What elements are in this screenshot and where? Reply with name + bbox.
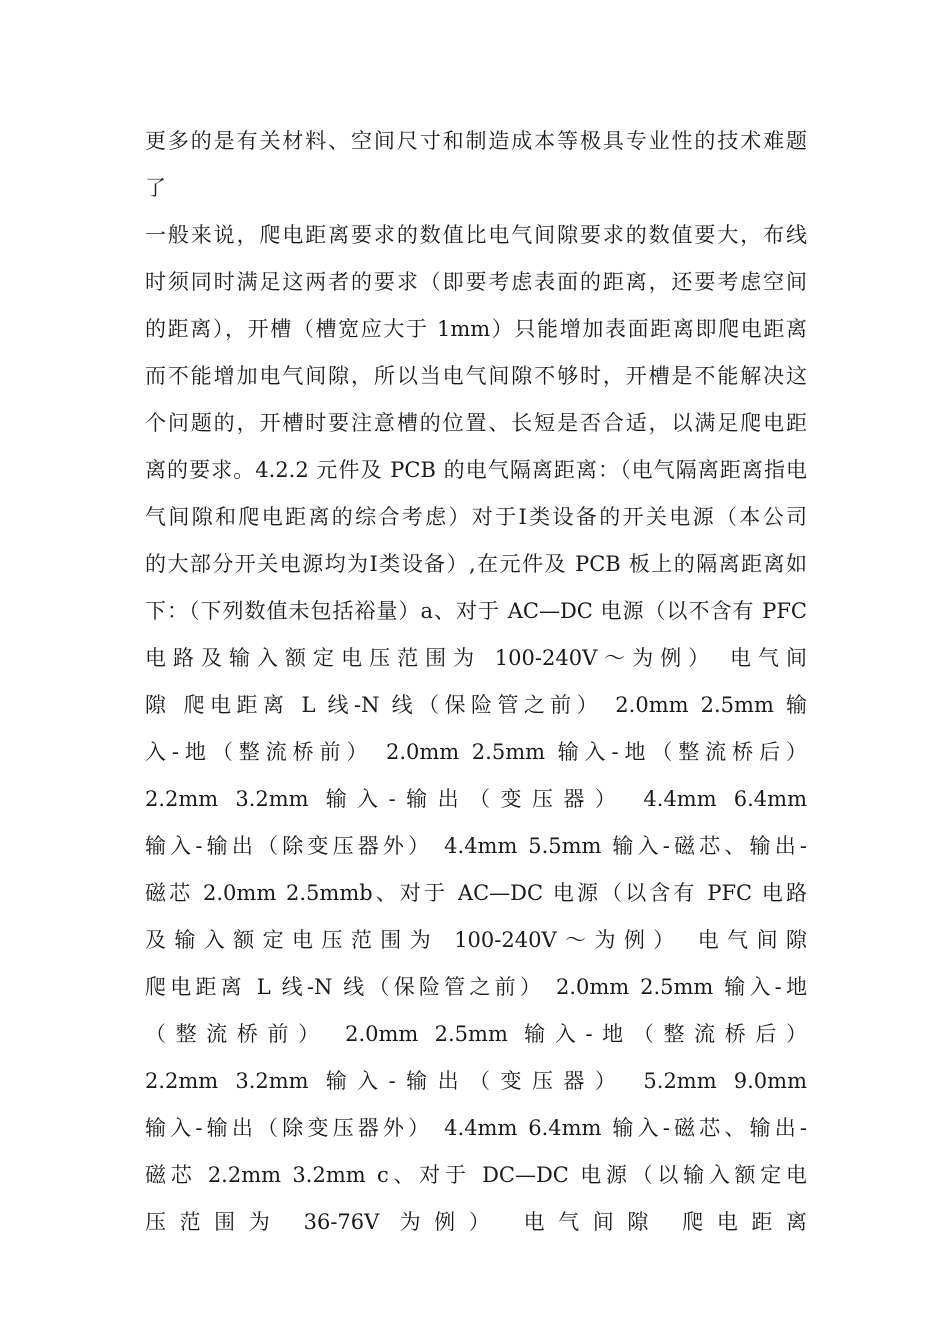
- text-line: （整流桥前） 2.0mm 2.5mm 输入-地（整流桥后）: [145, 1022, 807, 1046]
- text-line: 而不能增加电气间隙，所以当电气间隙不够时，开槽是不能解决这: [145, 364, 807, 388]
- text-line: 2.2mm 3.2mm 输入-输出（变压器） 5.2mm 9.0mm: [145, 1069, 807, 1093]
- text-line: 时须同时满足这两者的要求（即要考虑表面的距离，还要考虑空间: [145, 270, 807, 294]
- text-line: 一般来说，爬电距离要求的数值比电气间隙要求的数值要大，布线: [145, 223, 807, 247]
- text-line: 下：（下列数值未包括裕量）a、对于 AC—DC 电源（以不含有 PFC: [145, 599, 807, 623]
- text-line: 更多的是有关材料、空间尺寸和制造成本等极具专业性的技术难题: [145, 129, 807, 153]
- text-line: 离的要求。4.2.2 元件及 PCB 的电气隔离距离：（电气隔离距离指电: [145, 458, 807, 482]
- text-line: 气间隙和爬电距离的综合考虑）对于Ⅰ类设备的开关电源（本公司: [145, 505, 807, 529]
- text-line: 压范围为 36-76V 为例） 电气间隙 爬电距离: [145, 1210, 807, 1234]
- text-line: 爬电距离 L 线-N 线（保险管之前） 2.0mm 2.5mm 输入-地: [145, 975, 807, 999]
- text-line: 输入-输出（除变压器外） 4.4mm 5.5mm 输入-磁芯、输出-: [145, 834, 807, 858]
- text-line: 入-地（整流桥前） 2.0mm 2.5mm 输入-地（整流桥后）: [145, 740, 807, 764]
- text-line: 隙 爬电距离 L 线-N 线（保险管之前） 2.0mm 2.5mm 输: [145, 693, 807, 717]
- text-line: 个问题的，开槽时要注意槽的位置、长短是否合适，以满足爬电距: [145, 411, 807, 435]
- text-line: 电路及输入额定电压范围为 100-240V～为例） 电气间: [145, 646, 807, 670]
- text-line: 的大部分开关电源均为Ⅰ类设备）,在元件及 PCB 板上的隔离距离如: [145, 552, 807, 576]
- body-text: [145, 118, 807, 1246]
- text-line: 输入-输出（除变压器外） 4.4mm 6.4mm 输入-磁芯、输出-: [145, 1116, 807, 1140]
- text-line: 了: [145, 176, 166, 200]
- text-line: 磁芯 2.0mm 2.5mmb、对于 AC—DC 电源（以含有 PFC 电路: [145, 881, 807, 905]
- text-line: 及输入额定电压范围为 100-240V～为例） 电气间隙: [145, 928, 807, 952]
- text-line: 磁芯 2.2mm 3.2mm c、对于 DC—DC 电源（以输入额定电: [145, 1163, 807, 1187]
- text-line: 2.2mm 3.2mm 输入-输出（变压器） 4.4mm 6.4mm: [145, 787, 807, 811]
- text-line: 的距离），开槽（槽宽应大于 1mm）只能增加表面距离即爬电距离: [145, 317, 807, 341]
